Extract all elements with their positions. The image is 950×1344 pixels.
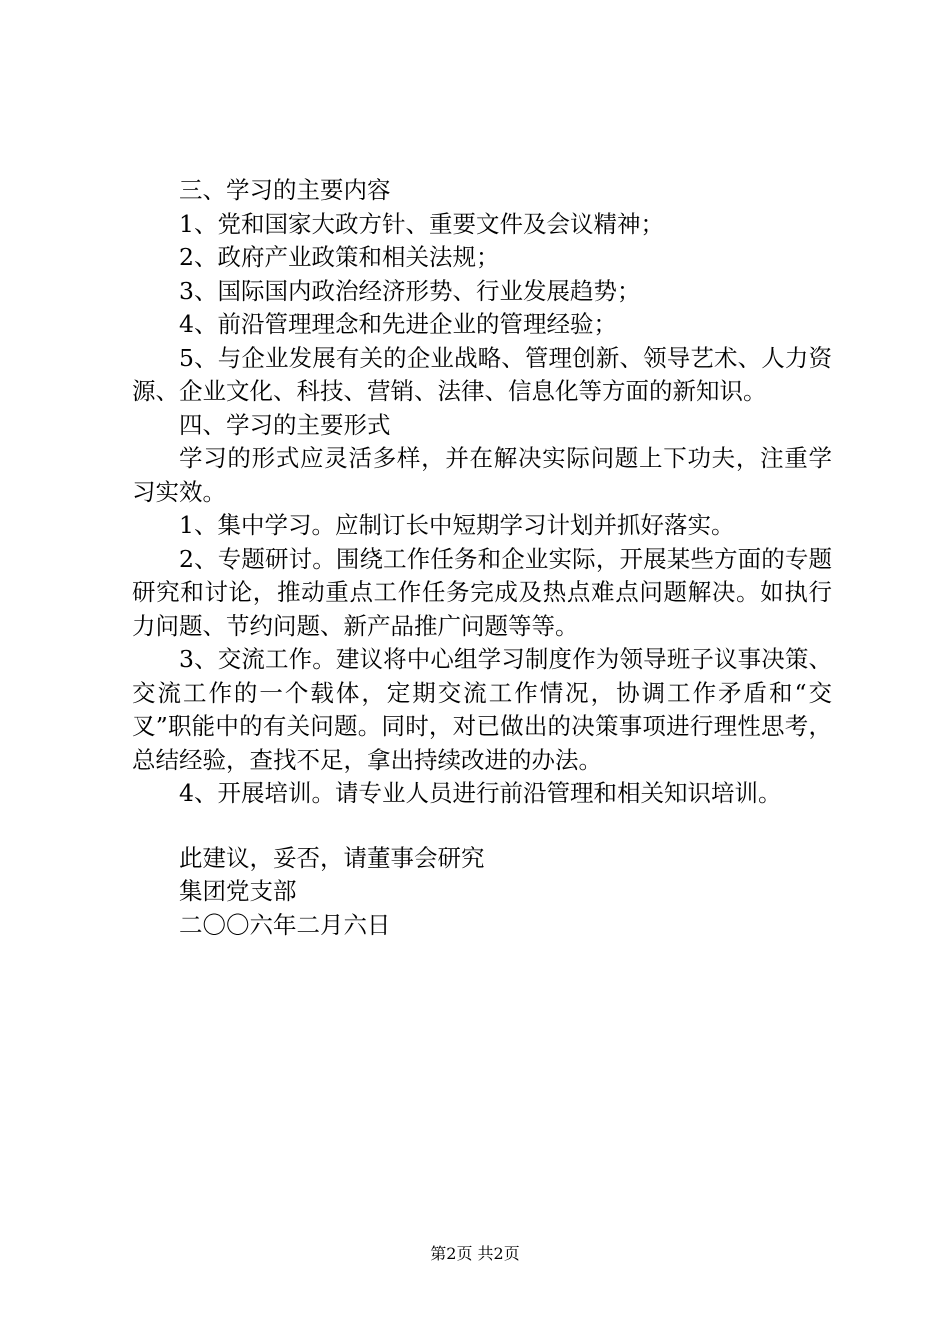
document-date: 二〇〇六年二月六日: [179, 910, 391, 939]
list-item: 5、与企业发展有关的企业战略、管理创新、领导艺术、人力资源、企业文化、科技、营销、法律、信息化等方面的新知识。: [132, 343, 832, 405]
list-item: 4、开展培训。请专业人员进行前沿管理和相关知识培训。: [179, 779, 782, 807]
paragraph: 学习的形式应灵活多样，并在解决实际问题上下功夫，注重学习实效。: [132, 444, 832, 506]
list-item: 3、交流工作。建议将中心组学习制度作为领导班子议事决策、交流工作的一个载体，定期交流工作情况，协调工作矛盾和“交叉”职能中的有关问题。同时，对已做出的决策事项进行理性思考，总结经验，查找不足，拿出持续改进的办法。: [132, 645, 832, 774]
signature: 集团党支部: [179, 877, 297, 905]
document-body: [132, 174, 832, 942]
list-item: 1、党和国家大政方针、重要文件及会议精神；: [179, 209, 664, 238]
list-item: 1、集中学习。应制订长中短期学习计划并抓好落实。: [179, 511, 735, 539]
list-item: 4、前沿管理理念和先进企业的管理经验；: [179, 310, 617, 338]
closing-remark: 此建议，妥否，请董事会研究: [179, 843, 485, 872]
list-item: 2、专题研讨。围绕工作任务和企业实际，开展某些方面的专题研究和讨论，推动重点工作任务完成及热点难点问题解决。如执行力问题、节约问题、新产品推广问题等等。: [132, 544, 832, 640]
spacer: [132, 811, 832, 842]
list-item: 3、国际国内政治经济形势、行业发展趋势；: [179, 276, 641, 305]
section-heading: 三、学习的主要内容: [179, 176, 391, 204]
section-heading: 四、学习的主要形式: [179, 410, 391, 439]
list-item: 2、政府产业政策和相关法规；: [179, 243, 500, 271]
page-footer: 第2页 共2页: [430, 1244, 520, 1263]
